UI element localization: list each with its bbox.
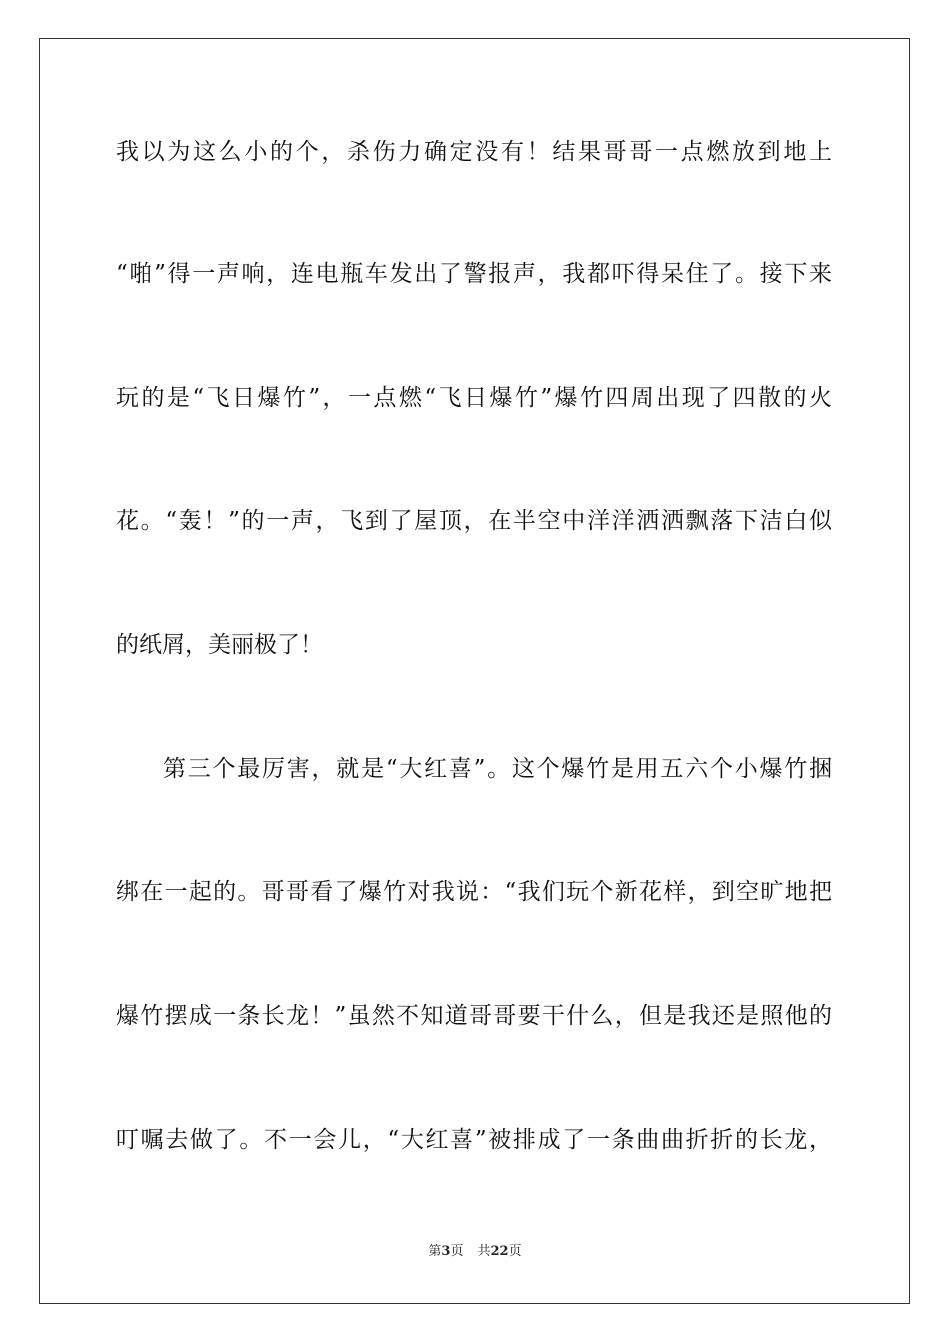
paragraph-line-1: 我以为这么小的个，杀伤力确定没有！结果哥哥一点燃放到地上	[116, 139, 832, 165]
total-prefix: 共	[477, 1244, 491, 1259]
total-pages: 22	[490, 1244, 509, 1259]
page-number: 3	[441, 1244, 451, 1259]
paragraph-line-2: “啪”得一声响，连电瓶车发出了警报声，我都吓得呆住了。接下来	[116, 261, 832, 287]
paragraph-line-4: 花。“轰！”的一声，飞到了屋顶，在半空中洋洋洒洒飘落下洁白似	[116, 508, 832, 534]
page-suffix: 页	[450, 1244, 464, 1259]
paragraph-line-8: 爆竹摆成一条长龙！”虽然不知道哥哥要干什么，但是我还是照他的	[116, 1003, 832, 1029]
paragraph-line-5: 的纸屑，美丽极了！	[116, 632, 323, 658]
paragraph-line-9: 叮嘱去做了。不一会儿，“大红喜”被排成了一条曲曲折折的长龙，	[116, 1127, 832, 1153]
page-prefix: 第	[428, 1244, 442, 1259]
paragraph-line-6: 第三个最厉害，就是“大红喜”。这个爆竹是用五六个小爆竹捆	[163, 756, 832, 782]
total-suffix: 页	[508, 1244, 522, 1259]
page-border	[39, 38, 910, 1304]
paragraph-line-7: 绑在一起的。哥哥看了爆竹对我说：“我们玩个新花样，到空旷地把	[116, 879, 832, 905]
page-footer	[0, 1243, 950, 1261]
paragraph-line-3: 玩的是“飞日爆竹”，一点燃“飞日爆竹”爆竹四周出现了四散的火	[116, 385, 832, 411]
